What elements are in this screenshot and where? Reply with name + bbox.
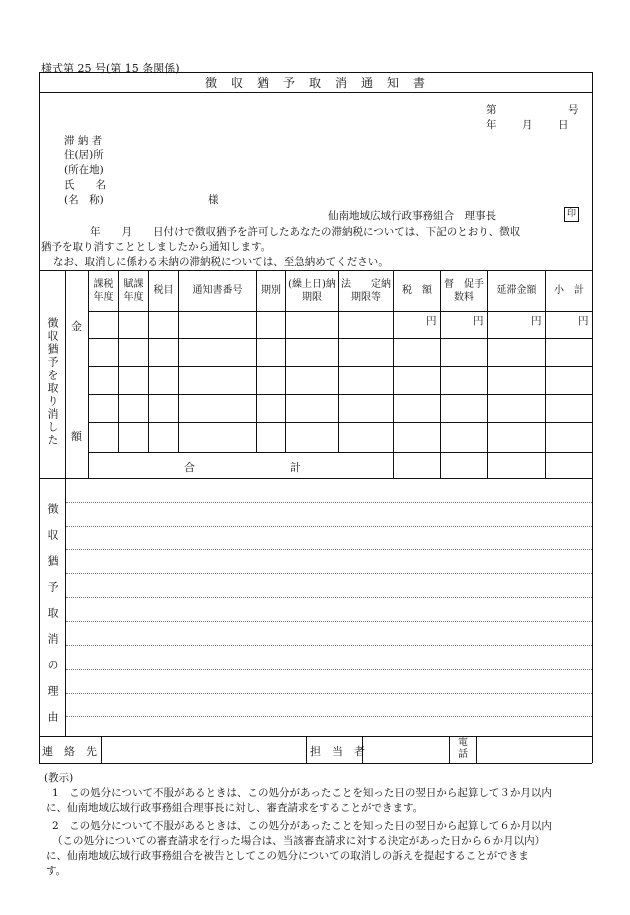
body-line-1: 年 月 日付けで徴収猶予を許可したあなたの滞納税については、下記のとおり、徴収 <box>90 226 521 238</box>
contact-label: 連 絡 先 <box>42 745 97 758</box>
header-due-date: (繰上日)納期限 <box>288 279 336 303</box>
yen-unit-subtotal: 円 <box>578 315 589 327</box>
reason-line <box>66 693 592 694</box>
reason-line <box>66 597 592 598</box>
location-label: (所在地) <box>64 164 104 176</box>
side-col-divider <box>65 270 66 478</box>
header-notice-number: 通知書番号 <box>192 285 243 296</box>
header-bottom <box>88 311 592 312</box>
reason-line <box>66 716 592 717</box>
total-label-2: 計 <box>290 461 301 474</box>
doc-number-suffix: 号 <box>568 104 579 116</box>
header-period: 期別 <box>261 285 281 296</box>
seal-mark: 印 <box>564 207 579 222</box>
form-number: 様式第 25 号(第 15 条関係) <box>41 62 180 75</box>
col-line <box>256 270 257 452</box>
note-line: す。 <box>46 865 67 877</box>
reason-line <box>66 573 592 574</box>
date-year: 年 <box>486 119 497 131</box>
reason-line <box>66 621 592 622</box>
header-tax-item: 税目 <box>153 285 174 296</box>
person-in-charge-label: 担 当 者 <box>310 745 365 758</box>
row-line <box>88 338 592 339</box>
header-levy-year: 賦課年度 <box>123 279 144 303</box>
document-title: 徴 収 猶 予 取 消 通 知 書 <box>204 76 426 90</box>
header-reminder-fee: 督 促手数料 <box>444 279 484 303</box>
note-line: （この処分についての審査請求を行った場合は、当該審査請求に対する決定があった日から６か月以内） <box>52 835 546 847</box>
yen-unit-late: 円 <box>531 315 542 327</box>
contact-divider <box>101 736 102 763</box>
col-line <box>285 270 286 452</box>
row-line <box>88 422 592 423</box>
amount-label-bottom: 額 <box>71 430 82 443</box>
address-label: 住(居)所 <box>64 149 104 161</box>
amount-label-top: 金 <box>71 320 82 333</box>
total-label-1: 合 <box>184 461 195 474</box>
notes-title: (教示) <box>44 772 74 784</box>
reason-line <box>66 526 592 527</box>
doc-number-prefix: 第 <box>486 104 497 116</box>
col-line <box>148 270 149 452</box>
header-tax-year: 課税年度 <box>93 279 114 303</box>
date-day: 日 <box>558 119 569 131</box>
yen-unit-tax: 円 <box>426 315 437 327</box>
header-subtotal: 小 計 <box>554 285 584 296</box>
name-paren-label: (名 称) <box>64 194 104 206</box>
note-line: に、仙南地域広域行政事務組合を被告としてこの処分についての取消しの訴えを提起することができま <box>46 850 529 862</box>
col-line <box>545 270 546 478</box>
header-tax-amount: 税 額 <box>402 285 432 296</box>
reason-col-divider <box>65 478 66 736</box>
contact-divider <box>476 736 477 763</box>
date-month: 月 <box>522 119 533 131</box>
issuer: 仙南地域広域行政事務組合 理事長 <box>328 210 496 222</box>
body-line-2: 猶予を取り消すこととしましたから通知します。 <box>41 241 272 253</box>
name-label: 氏 名 <box>64 179 106 191</box>
title-divider <box>39 92 592 93</box>
yen-unit-fee: 円 <box>473 315 484 327</box>
note-line: 2 この処分について不服があるときは、この処分があったことを知った日の翌日から起算して６か月以内 <box>52 820 552 832</box>
delinquent-label: 滞 納 者 <box>64 135 103 147</box>
reason-line <box>66 549 592 550</box>
frame-left <box>39 72 40 763</box>
contact-divider <box>449 736 450 763</box>
col-line <box>338 270 339 452</box>
col-line <box>393 270 394 478</box>
header-legal-due: 法 定納期限等 <box>341 279 391 303</box>
col-line <box>178 270 179 452</box>
table-bottom <box>39 478 592 479</box>
row-line <box>88 394 592 395</box>
reason-line <box>66 502 592 503</box>
contact-divider <box>306 736 307 763</box>
body-line-3: なお、取消しに係わる未納の滞納税については、至急納めてください。 <box>53 256 389 268</box>
honorific: 様 <box>208 194 219 206</box>
reason-line <box>66 669 592 670</box>
reason-line <box>66 645 592 646</box>
frame-top <box>39 72 592 73</box>
contact-row-top <box>39 736 592 737</box>
header-late-amount: 延滞金額 <box>496 285 537 296</box>
phone-label: 電話 <box>458 737 468 760</box>
frame-bottom <box>39 763 592 764</box>
col-line <box>487 270 488 478</box>
table-top <box>39 270 592 271</box>
frame-right <box>592 72 593 763</box>
note-line: 1 この処分について不服があるときは、この処分があったことを知った日の翌日から起算して３か月以内 <box>52 787 552 799</box>
table-side-label: 徴収猶予を取り消した <box>46 317 59 447</box>
reason-label: 徴収猶予取消の理由 <box>46 503 59 737</box>
row-line <box>88 366 592 367</box>
total-row-top <box>88 452 592 453</box>
note-line: に、仙南地域広域行政事務組合理事長に対し、審査請求をすることができます。 <box>46 802 424 814</box>
